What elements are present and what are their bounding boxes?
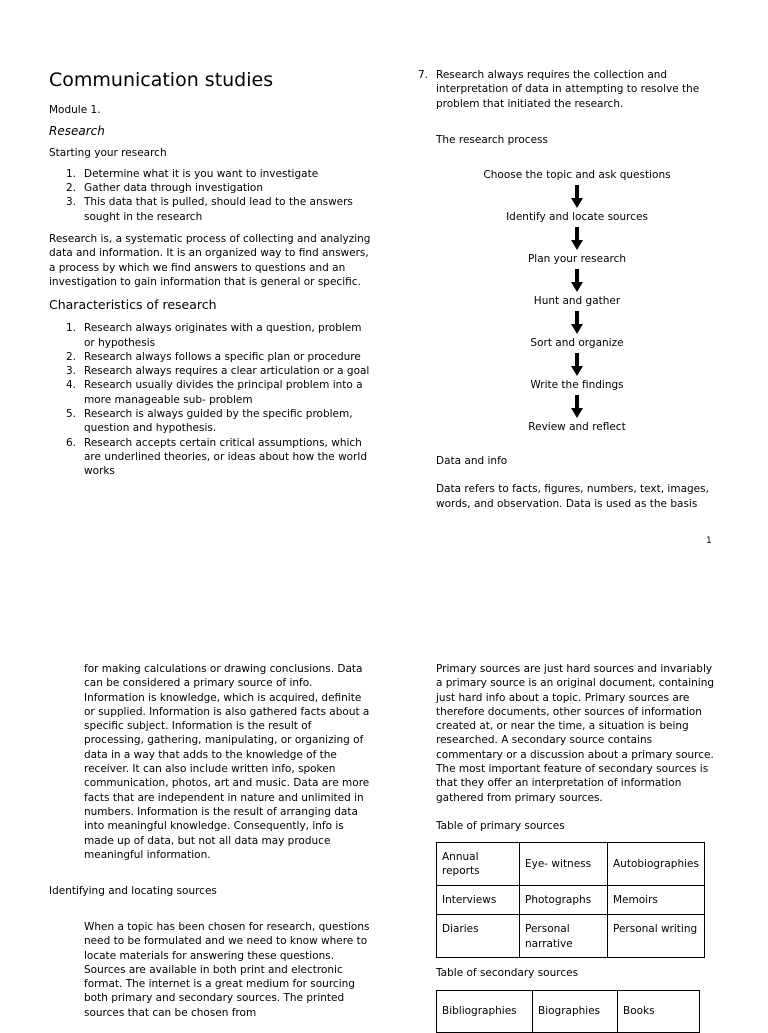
table-cell: Interviews: [437, 886, 520, 915]
list-number: 1.: [66, 322, 77, 335]
starting-heading: Starting your research: [49, 146, 167, 159]
list-text: Research is always guided by the specific problem, question and hypothesis.: [84, 408, 353, 435]
locating-heading-block: [49, 884, 369, 898]
table-cell: Autobiographies: [608, 843, 705, 886]
page1-left-column: [49, 68, 371, 479]
process-step: Write the findings: [530, 379, 624, 391]
list-text: Determine what it is you want to investigate: [84, 167, 319, 180]
list-text: Gather data through investigation: [84, 182, 264, 195]
list-item: [418, 68, 718, 111]
research-process-flowchart: [436, 168, 718, 434]
table-row: [437, 915, 705, 958]
down-arrow-icon: [436, 308, 718, 336]
down-arrow-icon: [436, 266, 718, 294]
list-text: Research always requires the collection and interpretation of data in attempting to resolve the problem that initiated the research.: [436, 69, 700, 110]
list-text: Research accepts certain critical assumptions, which are underlined theories, or ideas about how the world works: [84, 436, 367, 478]
page-break: [0, 548, 768, 658]
table-cell: Biographies: [533, 990, 618, 1032]
list-item: [49, 436, 371, 479]
table-row: [437, 990, 700, 1032]
secondary-sources-table: [436, 990, 700, 1033]
table-cell: Photographs: [520, 886, 608, 915]
locating-text: When a topic has been chosen for research, questions need to be formulated and we need to know where to locate materials for answering these questions. Sources are available in both print and electronic format. The internet is a great medium for sourcing both primary and secondary sources. The printed sources that can be chosen from: [84, 921, 370, 1019]
locating-heading: Identifying and locating sources: [49, 885, 217, 897]
table-cell: Eye- witness: [520, 843, 608, 886]
research-definition: Research is, a systematic process of collecting and analyzing data and information. It is an organized way to find answers, a process by which we find answers to questions and an investigation to gain information that is general or specific.: [49, 233, 371, 288]
table-row: [437, 886, 705, 915]
list-number: 3.: [66, 365, 77, 378]
process-step: Review and reflect: [528, 421, 626, 433]
process-step: Identify and locate sources: [506, 211, 648, 223]
list-text: Research always originates with a question, problem or hypothesis: [84, 322, 362, 349]
list-number: 4.: [66, 379, 77, 392]
list-text: Research always requires a clear articulation or a goal: [84, 365, 370, 378]
list-item: [49, 167, 371, 181]
process-heading: The research process: [436, 133, 548, 146]
list-number: 3.: [66, 196, 77, 209]
list-number: 2.: [66, 182, 77, 195]
process-step: Choose the topic and ask questions: [483, 169, 671, 181]
down-arrow-icon: [436, 224, 718, 252]
process-step: Plan your research: [527, 253, 627, 265]
table-row: [437, 843, 705, 886]
characteristics-list-continued: [418, 68, 718, 111]
page2-left-column: [84, 662, 371, 862]
secondary-table-caption: Table of secondary sources: [436, 967, 579, 980]
primary-sources-table: [436, 842, 705, 958]
process-step: Sort and organize: [530, 337, 624, 349]
page2-right-column: [436, 662, 720, 1033]
characteristics-list: [49, 321, 371, 478]
table-cell: Diaries: [437, 915, 520, 958]
list-item: [49, 350, 371, 364]
locating-text-block: [84, 920, 371, 1020]
down-arrow-icon: [436, 182, 718, 210]
list-number: 7.: [418, 69, 429, 81]
list-item: [49, 364, 371, 378]
list-number: 2.: [66, 350, 77, 363]
starting-steps-list: [49, 167, 371, 224]
list-number: 1.: [66, 167, 77, 180]
page1-right-column: [418, 68, 718, 147]
primary-sources-text: Primary sources are just hard sources and invariably a primary source is an original document, containing just hard info about a topic. Primary sources are therefore documents, other sources of information created at, or near the time, a situation is being researched. A secondary source contains commentary or a discussion about a primary source. The most important feature of secondary sources is that they offer an interpretation of information gathered from primary sources.: [436, 663, 715, 804]
process-step: Hunt and gather: [533, 295, 621, 307]
table-cell: Memoirs: [608, 886, 705, 915]
down-arrow-icon: [436, 392, 718, 420]
data-info-section: [436, 454, 720, 511]
list-text: Research usually divides the principal problem into a more manageable sub- problem: [84, 379, 363, 406]
list-text: This data that is pulled, should lead to the answers sought in the research: [84, 196, 353, 223]
list-item: [49, 321, 371, 350]
characteristics-heading: Characteristics of research: [49, 297, 217, 313]
table-cell: Bibliographies: [437, 990, 533, 1032]
data-text: Data refers to facts, figures, numbers, text, images, words, and observation. Data is used as the basis: [436, 483, 709, 510]
list-item: [49, 378, 371, 407]
data-text-continued: for making calculations or drawing conclusions. Data can be considered a primary source of info. Information is knowledge, which is acquired, definite or supplied. Information is also gathered facts about a specific subject. Information is the result of processing, gathering, manipulating, or organizing of data in a way that adds to the knowledge of the receiver. It can also include written info, spoken communication, photos, art and music. Data are more facts that are independent in nature and unlimited in numbers. Information is the result of arranging data into meaningful knowledge. Consequently, info is made up of data, but not all data may produce meaningful information.: [84, 663, 370, 861]
page-number: 1: [706, 536, 712, 546]
data-heading: Data and info: [436, 455, 508, 467]
page-title: Communication studies: [49, 69, 274, 91]
table-cell: Personal narrative: [520, 915, 608, 958]
table-cell: Annual reports: [437, 843, 520, 886]
module-label: Module 1.: [49, 104, 101, 116]
list-item: [49, 195, 371, 224]
table-cell: Books: [618, 990, 700, 1032]
section-heading: Research: [49, 124, 105, 139]
list-item: [49, 407, 371, 436]
list-number: 5.: [66, 408, 77, 421]
down-arrow-icon: [436, 350, 718, 378]
list-number: 6.: [66, 436, 77, 449]
table-cell: Personal writing: [608, 915, 705, 958]
primary-table-caption: Table of primary sources: [436, 819, 565, 832]
list-text: Research always follows a specific plan or procedure: [84, 350, 361, 363]
list-item: [49, 181, 371, 195]
